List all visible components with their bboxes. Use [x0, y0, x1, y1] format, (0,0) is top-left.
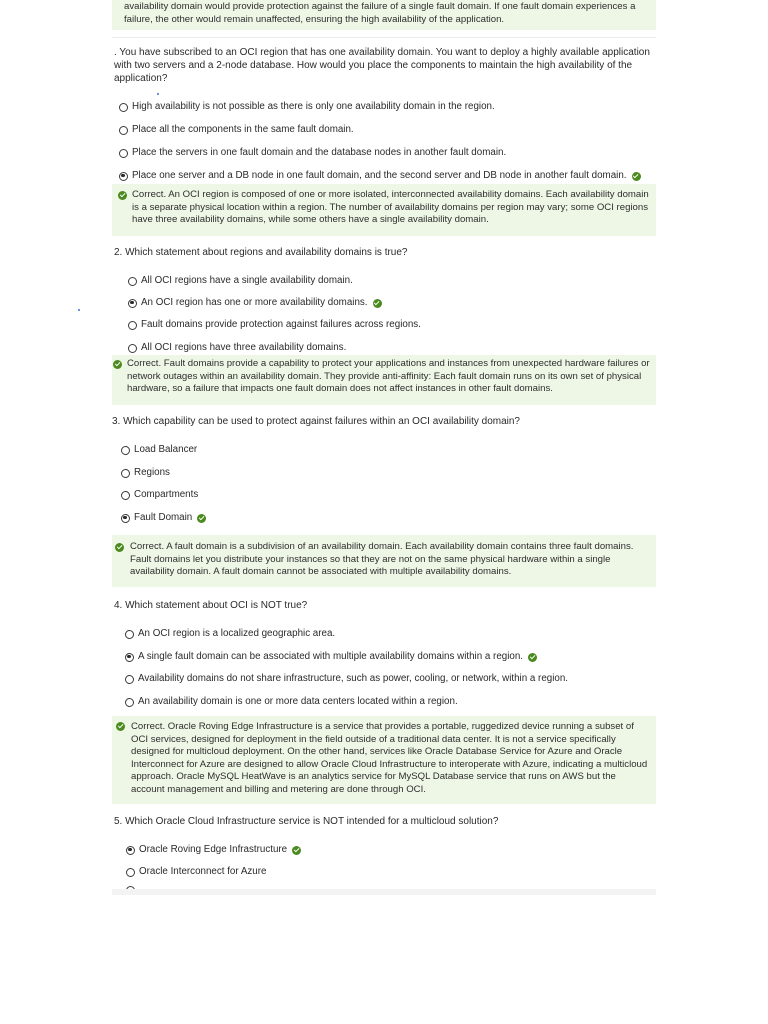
option[interactable] — [126, 866, 266, 878]
option-label: Oracle Interconnect for Azure — [139, 866, 267, 877]
option-label: Load Balancer — [134, 444, 198, 455]
radio-unselected-icon[interactable] — [128, 277, 137, 286]
question-text: 3. Which capability can be used to protect against failures within an OCI availability domain? — [112, 416, 520, 427]
option-label: A single fault domain can be associated with multiple availability domains within a region. — [138, 651, 524, 662]
radio-unselected-icon[interactable] — [121, 491, 130, 500]
feedback-text: Correct. A fault domain is a subdivision of an availability domain. Each availability domain contains three fault domains. Fault domains let you distribute your instances so that they are not on the same physical hardware within a single availability domain. A fault domain cannot be associated with multiple availability domains. — [130, 541, 634, 578]
question-text: . You have subscribed to an OCI region that has one availability domain. You want to deploy a highly available application with two servers and a 2-node database. How would you place the components to maintain the high availability of the application? — [114, 47, 650, 84]
option-label: High availability is not possible as there is only one availability domain in the region. — [132, 101, 495, 112]
feedback-box — [112, 184, 656, 236]
check-circle-icon — [115, 543, 124, 552]
radio-unselected-icon[interactable] — [119, 103, 128, 112]
option-label: An OCI region is a localized geographic area. — [138, 628, 336, 639]
radio-selected-icon[interactable] — [128, 299, 137, 308]
option-label: Place all the components in the same fault domain. — [132, 124, 354, 135]
option-label: Regions — [134, 467, 170, 478]
radio-unselected-icon[interactable] — [121, 446, 130, 455]
question-text: 2. Which statement about regions and availability domains is true? — [114, 247, 408, 258]
option-label: Oracle Roving Edge Infrastructure — [139, 844, 288, 855]
feedback-text: availability domain would provide protection against the failure of a single fault domain. If one fault domain experiences a failure, the other would remain unaffected, ensuring the high availability of the application. — [124, 1, 636, 25]
radio-unselected-icon[interactable] — [119, 126, 128, 135]
option-selected[interactable] — [121, 512, 206, 524]
divider — [112, 37, 656, 38]
option[interactable] — [121, 489, 198, 501]
option[interactable] — [125, 696, 458, 708]
check-circle-icon — [113, 360, 122, 369]
feedback-text: Correct. An OCI region is composed of one or more isolated, interconnected availability domains. Each availability domain is a separate physical location within a region. The number of availability domains per region may vary; some OCI regions have three availability domains, while some others have a single availability domain. — [132, 189, 649, 226]
question-text: 5. Which Oracle Cloud Infrastructure service is NOT intended for a multicloud solution? — [114, 816, 499, 827]
option[interactable] — [119, 124, 354, 136]
option[interactable] — [121, 467, 170, 479]
option-label: An availability domain is one or more data centers located within a region. — [138, 696, 458, 707]
stray-dot — [157, 93, 159, 95]
radio-unselected-icon[interactable] — [121, 469, 130, 478]
option[interactable] — [121, 444, 197, 456]
radio-selected-icon[interactable] — [121, 514, 130, 523]
option-label: Availability domains do not share infrastructure, such as power, cooling, or network, within a region. — [138, 673, 569, 684]
option-label: Place the servers in one fault domain and the database nodes in another fault domain. — [132, 147, 507, 158]
option-label: Fault domains provide protection against failures across regions. — [141, 319, 421, 330]
feedback-box — [112, 535, 656, 587]
feedback-box — [112, 355, 656, 405]
option[interactable] — [119, 147, 506, 159]
check-circle-icon — [118, 191, 127, 200]
option-selected[interactable] — [126, 844, 301, 856]
radio-unselected-icon[interactable] — [128, 321, 137, 330]
radio-unselected-icon[interactable] — [128, 344, 137, 353]
radio-unselected-icon[interactable] — [125, 675, 134, 684]
option-label: All OCI regions have three availability domains. — [141, 342, 347, 353]
option-selected[interactable] — [128, 297, 382, 309]
feedback-text: Correct. Fault domains provide a capability to protect your applications and instances from unexpected hardware failures or network outages within an availability domain. They provide anti-affinity: Each fault domain runs on its own set of physical hardware, so a failure that impacts one fault domain does not affect instances in other fault domains. — [127, 358, 650, 395]
feedback-box — [112, 0, 656, 30]
feedback-box — [112, 716, 656, 804]
check-circle-icon — [373, 299, 382, 308]
radio-selected-icon[interactable] — [125, 653, 134, 662]
option-label: An OCI region has one or more availability domains. — [141, 297, 368, 308]
option-selected[interactable] — [125, 651, 537, 663]
option[interactable] — [125, 628, 335, 640]
option[interactable] — [125, 673, 568, 685]
radio-unselected-icon[interactable] — [125, 630, 134, 639]
radio-unselected-icon[interactable] — [125, 698, 134, 707]
stray-dot — [78, 309, 80, 311]
check-circle-icon — [197, 514, 206, 523]
option-label: All OCI regions have a single availability domain. — [141, 275, 353, 286]
check-circle-icon — [116, 722, 125, 731]
option[interactable] — [128, 319, 421, 331]
radio-unselected-icon[interactable] — [126, 868, 135, 877]
question-text: 4. Which statement about OCI is NOT true? — [114, 600, 308, 611]
option-label: Place one server and a DB node in one fault domain, and the second server and DB node in another fault domain. — [132, 170, 627, 181]
radio-selected-icon[interactable] — [119, 172, 128, 181]
option[interactable] — [128, 342, 346, 354]
option[interactable] — [119, 101, 495, 113]
radio-selected-icon[interactable] — [126, 846, 135, 855]
check-circle-icon — [292, 846, 301, 855]
option-label: Compartments — [134, 489, 199, 500]
check-circle-icon — [632, 172, 641, 181]
radio-unselected-icon[interactable] — [119, 149, 128, 158]
option-label: Fault Domain — [134, 512, 193, 523]
page-bottom-band — [112, 889, 656, 895]
option-selected[interactable] — [119, 170, 641, 182]
feedback-text: Correct. Oracle Roving Edge Infrastructure is a service that provides a portable, ruggedized device running a subset of OCI services, designed for deployment in the field outside of a traditional data center. It is not a service specifically designed for multicloud deployment. On the other hand, services like Oracle Database Service for Azure and Oracle Interconnect for Azure are designed to allow Oracle Cloud Infrastructure to interoperate with Azure, indicating a multicloud approach. Oracle MySQL HeatWave is an analytics service for MySQL Database service that runs on AWS but the account management and billing and metering are done through OCI. — [131, 721, 648, 795]
option[interactable] — [128, 275, 353, 287]
check-circle-icon — [528, 653, 537, 662]
